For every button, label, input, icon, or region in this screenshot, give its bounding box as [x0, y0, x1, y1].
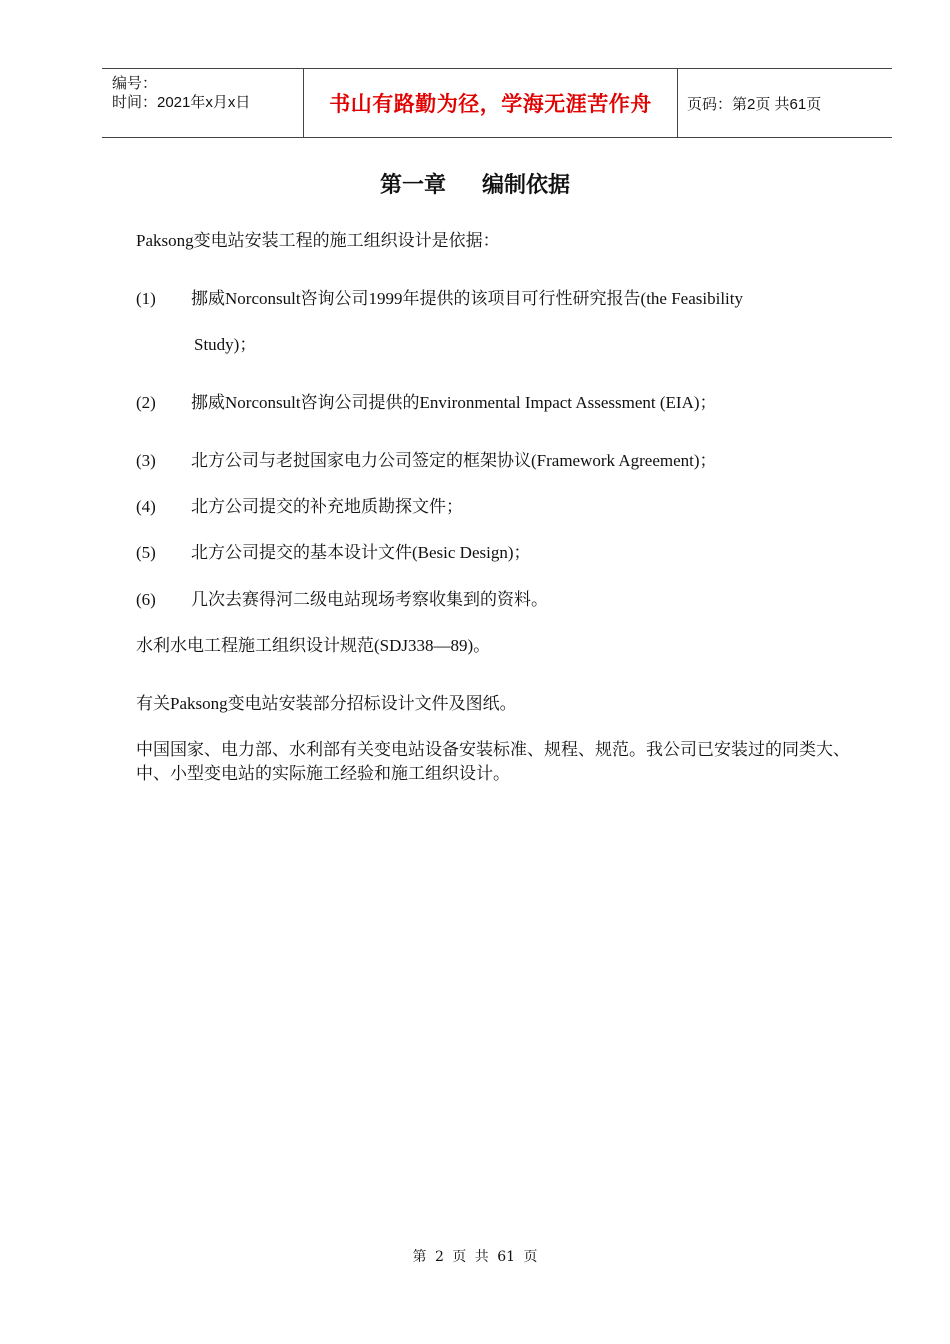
body-paragraph: 水利水电工程施工组织设计规范(SDJ338—89)。	[136, 636, 491, 655]
item-number: (3)	[136, 451, 156, 470]
item-number: (6)	[136, 590, 156, 609]
item-text: 北方公司提交的基本设计文件(Besic Design)；	[191, 543, 531, 562]
page-info: 页码：第2页 共61页	[687, 95, 822, 113]
chapter-number: 第一章	[379, 173, 446, 198]
item-number: (5)	[136, 543, 156, 562]
item-number: (1)	[136, 289, 156, 308]
header-meta-cell	[102, 69, 304, 137]
item-text: 北方公司与老挝国家电力公司签定的框架协议(Framework Agreement)；	[191, 451, 717, 470]
chapter-heading	[0, 168, 950, 199]
header-motto-cell	[304, 69, 678, 137]
body-paragraph: 有关Paksong变电站安装部分招标设计文件及图纸。	[136, 694, 517, 713]
body-paragraph: 中国国家、电力部、水利部有关变电站设备安装标准、规程、规范。我公司已安装过的同类大、中、小型变电站的实际施工经验和施工组织设计。	[136, 740, 850, 783]
motto: 书山有路勤为径，学海无涯苦作舟	[329, 92, 652, 116]
item-text: 挪威Norconsult咨询公司1999年提供的该项目可行性研究报告(the Feasibility	[191, 289, 744, 308]
chapter-title: 编制依据	[482, 173, 571, 198]
item-text: 几次去赛得河二级电站现场考察收集到的资料。	[191, 590, 548, 609]
item-text: 北方公司提交的补充地质勘探文件；	[191, 497, 463, 516]
intro-paragraph: Paksong变电站安装工程的施工组织设计是依据：	[136, 231, 500, 250]
header-page-cell	[678, 69, 892, 137]
page-header	[102, 68, 892, 138]
page-footer: 第 2 页 共 61 页	[412, 1249, 538, 1265]
time-label: 时间：2021年x月x日	[112, 94, 251, 111]
item-number: (4)	[136, 497, 156, 516]
item-number: (2)	[136, 393, 156, 412]
item-text: 挪威Norconsult咨询公司提供的Environmental Impact Assessment (EIA)；	[191, 393, 717, 412]
number-label: 编号：	[112, 75, 158, 92]
item-text-continuation: Study)；	[194, 335, 257, 354]
